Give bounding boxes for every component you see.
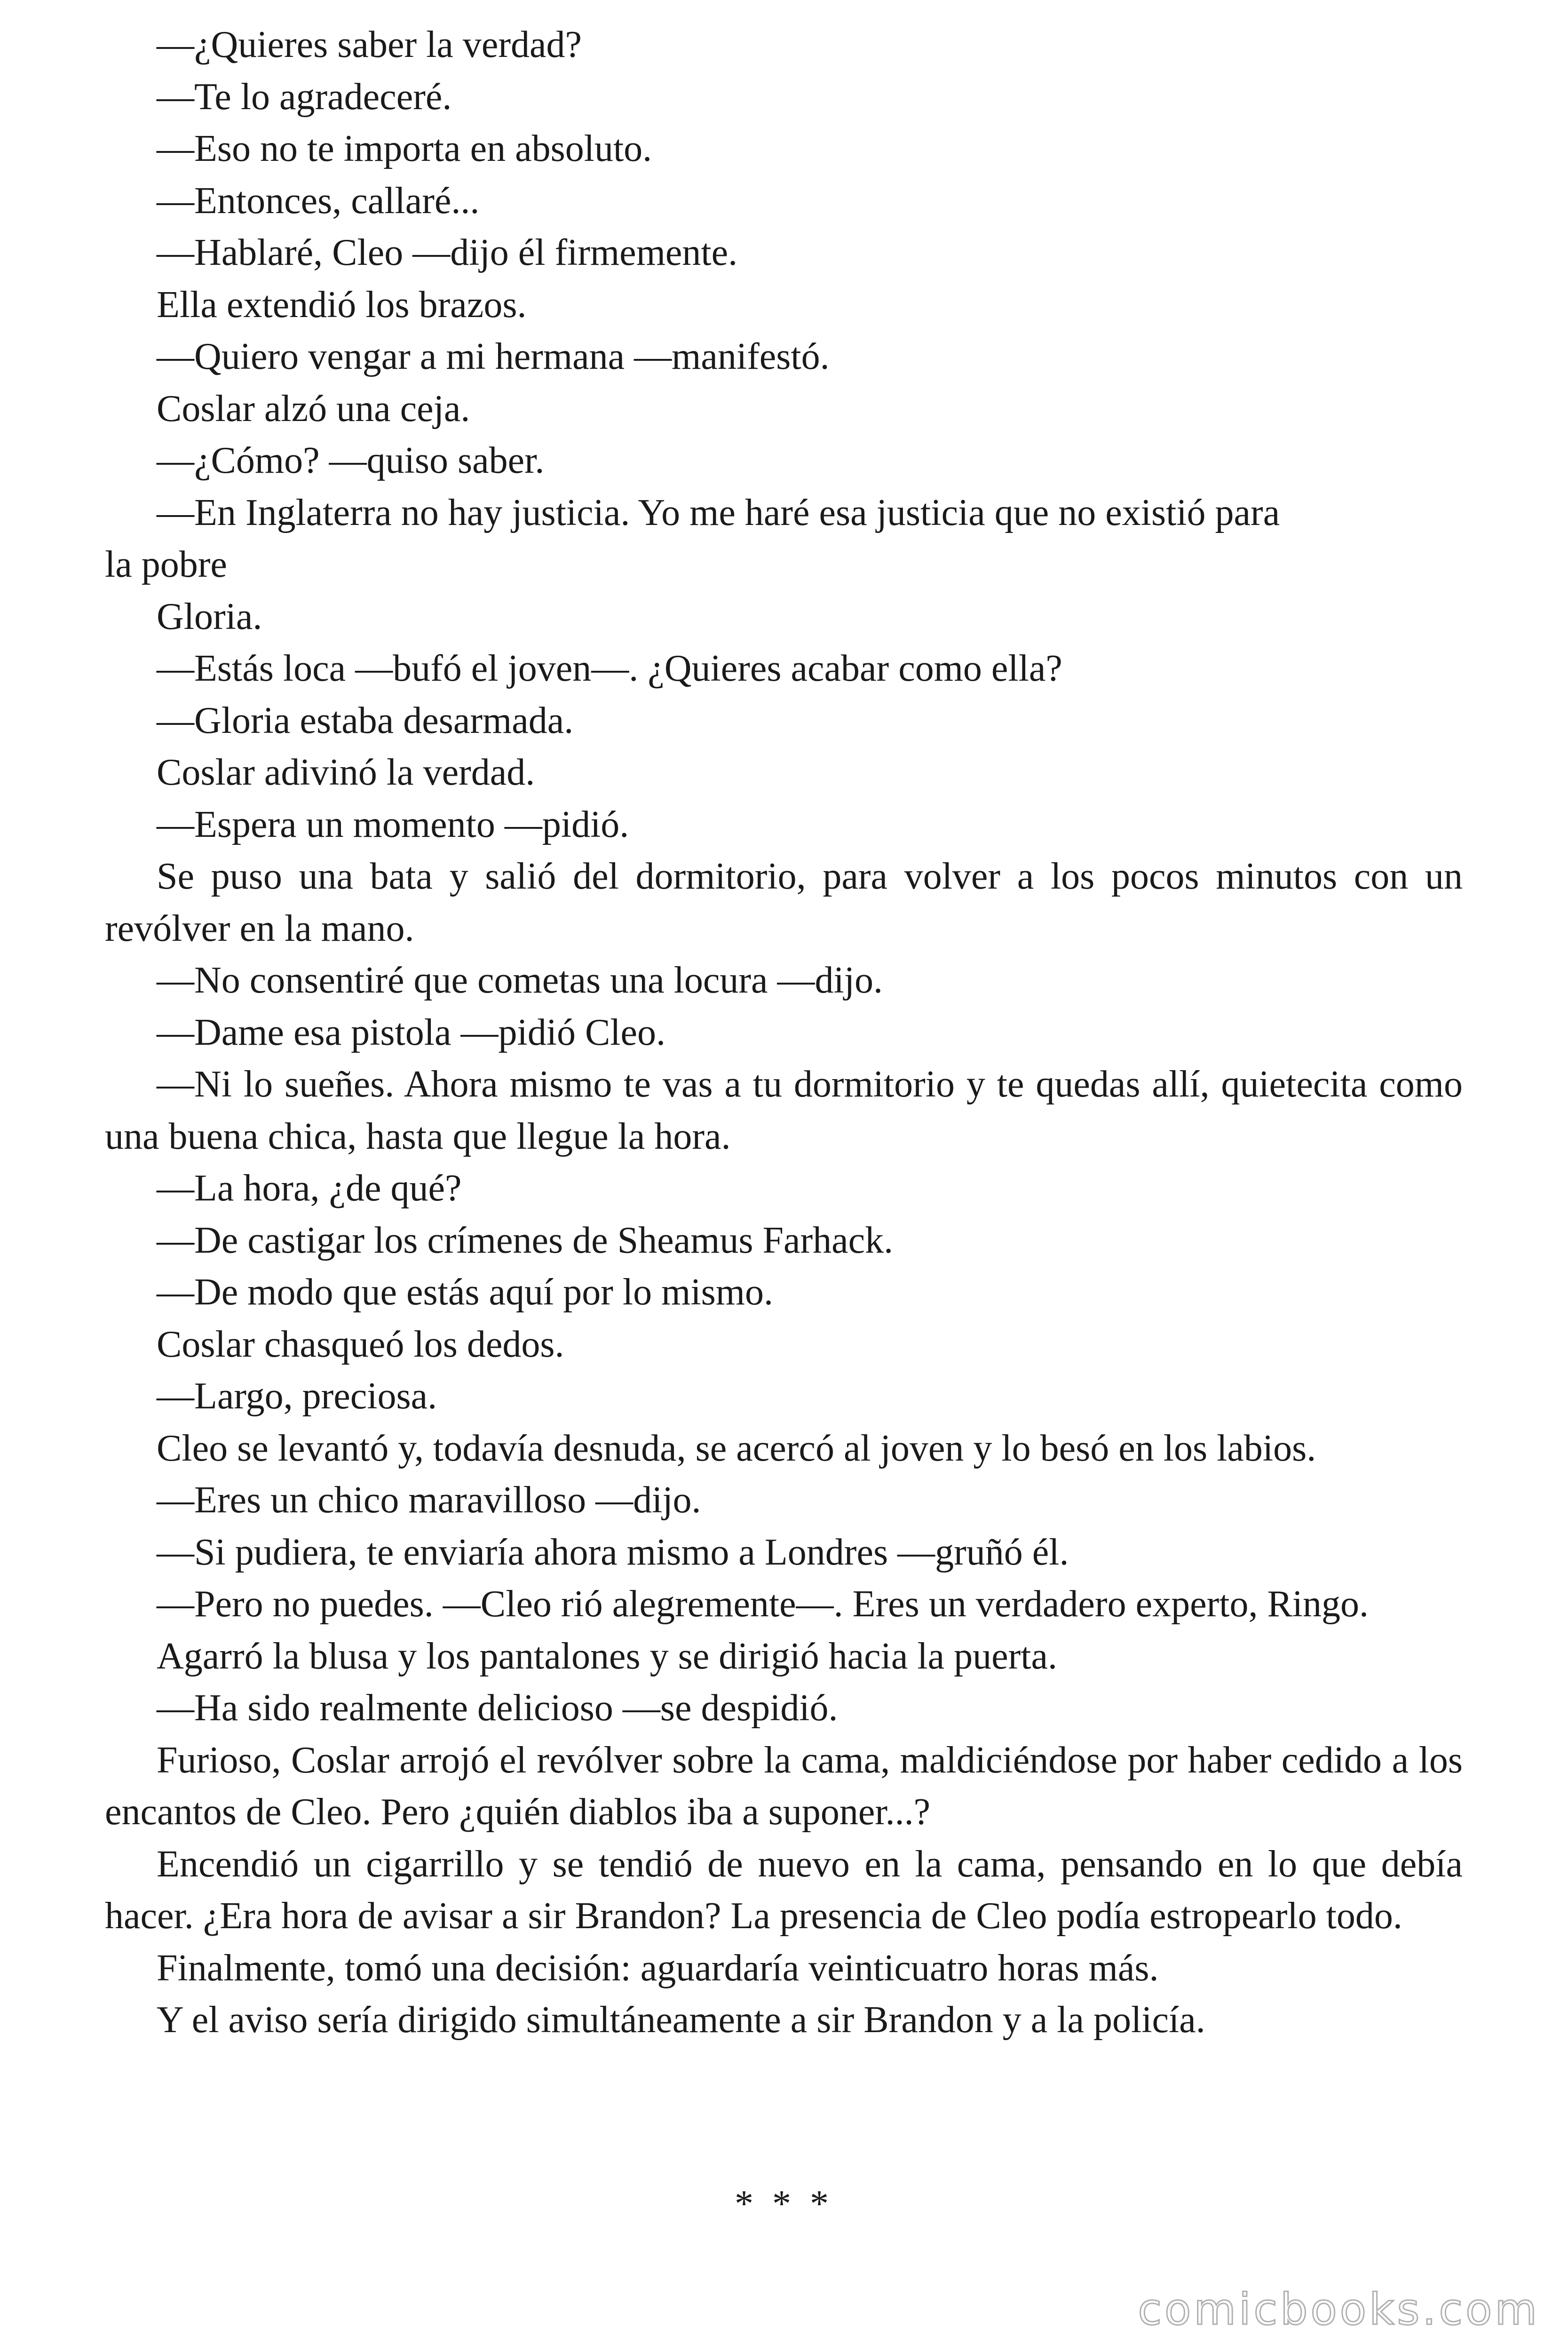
- paragraph: Agarró la blusa y los pantalones y se dirigió hacia la puerta.: [157, 1635, 1057, 1677]
- paragraph: —Estás loca —bufó el joven—. ¿Quieres acabar como ella?: [157, 648, 1062, 689]
- paragraph: —En Inglaterra no hay justicia. Yo me haré esa justicia que no existió para: [157, 492, 1280, 533]
- paragraph: —Ni lo sueñes. Ahora mismo te vas a tu dormitorio y te quedas allí, quietecita como una buena chica, hasta que llegue la hora.: [105, 1064, 1463, 1157]
- paragraph: —Espera un momento —pidió.: [157, 803, 629, 845]
- paragraph: Cleo se levantó y, todavía desnuda, se acercó al joven y lo besó en los labios.: [157, 1427, 1316, 1469]
- paragraph: Y el aviso sería dirigido simultáneamente a sir Brandon y a la policía.: [157, 1999, 1205, 2041]
- paragraph: —La hora, ¿de qué?: [157, 1168, 462, 1209]
- paragraph: Gloria.: [157, 596, 262, 637]
- paragraph: —Eso no te importa en absoluto.: [157, 128, 652, 169]
- paragraph: Finalmente, tomó una decisión: aguardaría veinticuatro horas más.: [157, 1947, 1159, 1989]
- paragraph: —De modo que estás aquí por lo mismo.: [157, 1271, 773, 1313]
- paragraph: —Dame esa pistola —pidió Cleo.: [157, 1011, 666, 1053]
- body-text: [105, 19, 1463, 2046]
- paragraph: —De castigar los crímenes de Sheamus Farhack.: [157, 1219, 894, 1261]
- paragraph: —Entonces, callaré...: [157, 180, 480, 222]
- paragraph: —Eres un chico maravilloso —dijo.: [157, 1479, 701, 1521]
- paragraph: —Hablaré, Cleo —dijo él firmemente.: [157, 232, 738, 273]
- paragraph: Furioso, Coslar arrojó el revólver sobre la cama, maldiciéndose por haber cedido a los encantos de Cleo. Pero ¿quién diablos iba a suponer...?: [105, 1739, 1463, 1833]
- paragraph: —Si pudiera, te enviaría ahora mismo a Londres —gruñó él.: [157, 1531, 1069, 1573]
- paragraph: Ella extendió los brazos.: [157, 284, 527, 326]
- paragraph: —Ha sido realmente delicioso —se despidió.: [157, 1687, 838, 1729]
- paragraph: Coslar alzó una ceja.: [157, 388, 470, 429]
- paragraph: la pobre: [105, 544, 227, 585]
- section-separator: * * *: [735, 2183, 833, 2225]
- paragraph: Encendió un cigarrillo y se tendió de nuevo en la cama, pensando en lo que debía hacer. ¿Era hora de avisar a sir Brandon? La presencia de Cleo podía estropearlo todo.: [105, 1843, 1463, 1937]
- paragraph: —¿Cómo? —quiso saber.: [157, 440, 545, 481]
- paragraph: —Pero no puedes. —Cleo rió alegremente—. Eres un verdadero experto, Ringo.: [157, 1583, 1369, 1625]
- paragraph: —Gloria estaba desarmada.: [157, 699, 574, 741]
- paragraph: Coslar adivinó la verdad.: [157, 752, 535, 793]
- watermark: comicbooks.com: [1138, 2284, 1540, 2335]
- paragraph: —¿Quieres saber la verdad?: [157, 24, 582, 65]
- paragraph: —Quiero vengar a mi hermana —manifestó.: [157, 336, 830, 377]
- paragraph: Coslar chasqueó los dedos.: [157, 1323, 564, 1365]
- paragraph: —Largo, preciosa.: [157, 1375, 437, 1417]
- paragraph: —Te lo agradeceré.: [157, 76, 452, 118]
- paragraph: —No consentiré que cometas una locura —dijo.: [157, 960, 883, 1001]
- paragraph: Se puso una bata y salió del dormitorio, para volver a los pocos minutos con un revólver en la mano.: [105, 856, 1463, 949]
